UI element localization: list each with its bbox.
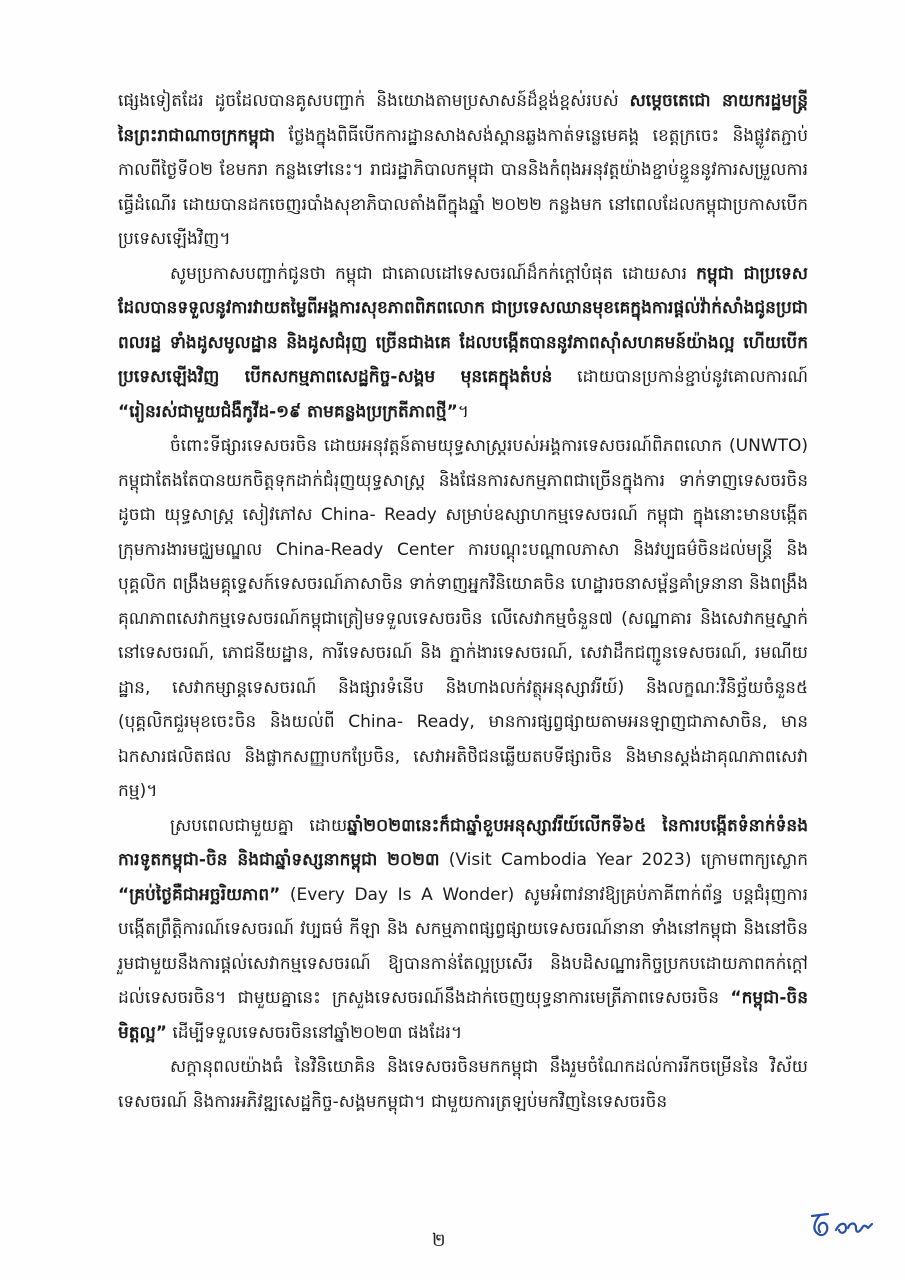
text-run: ស្របពេលជាមួយគ្នា ដោយ xyxy=(170,815,348,836)
text-run: (Visit Cambodia Year 2023) ក្រោមពាក្យស្លោក xyxy=(439,850,809,870)
bold-text-run: កម្ពុជា ជាប្រទេសដែលបានទទួលនូវការវាយតម្លៃពីអង្គការសុខភាពពិភពលោក ជាប្រទេសឈានមុខគេក្នុងការផ្តល់វ៉ាក់សាំងជូនប្រជាពលរដ្ឋ ទាំងដូសមូលដ្ឋាន និងដូសជំរុញ ច្រើនជាងគេ ដែលបង្កើតបាននូវភាពស៊ាំសហគមន៍យ៉ាងល្អ ហើយបើកប្រទេសឡើងវិញ បើកសកម្មភាពសេដ្ឋកិច្ច-សង្គម មុនគេក្នុងតំបន់ xyxy=(118,263,808,387)
bold-text-run: “រៀនរស់ជាមួយជំងឺកូវីដ-១៩ តាមគន្លងប្រក្រតីភាពថ្មី” xyxy=(118,401,458,422)
bold-text-run: ឆ្នាំ២០២៣នេះក៏ជាឆ្នាំខួបអនុស្សាវរីយ៍លើកទី៦៥ នៃការបង្កើតទំនាក់ទំនង ការទូតកម្ពុជា-ចិន និងជាឆ្នាំទស្សនាកម្ពុជា ២០២៣ xyxy=(118,815,808,870)
paragraph xyxy=(118,84,808,257)
bold-text-run: “កម្ពុជា-ចិន មិត្តល្អ” xyxy=(118,988,808,1043)
handwritten-initials xyxy=(806,1208,876,1242)
paragraph xyxy=(118,429,808,809)
text-run: ថ្លែងក្នុងពិធីបើកការដ្ឋានសាងសង់ស្ពានឆ្លងកាត់ទន្លេមេគង្គ ខេត្តក្រចេះ និងផ្លូវតភ្ជាប់ កាលពីថ្ងៃទី០២ ខែមករា កន្លងទៅនេះ។ រាជរដ្ឋាភិបាលកម្ពុជា បាននិងកំពុងអនុវត្តយ៉ាងខ្ជាប់ខ្ជួននូវការសម្រួលការ ធ្វើដំណើរ ដោយបានដកចេញរបាំងសុខាភិបាលតាំងពីក្នុងឆ្នាំ ២០២២ កន្លងមក នៅពេលដែលកម្ពុជាប្រកាសបើកប្រទេសឡើងវិញ។ xyxy=(118,125,808,249)
text-run: សក្តានុពលយ៉ាងធំ នៃវិនិយោគិន និងទេសចរចិនមកកម្ពុជា នឹងរួមចំណែកដល់ការរីកចម្រើននៃ វិស័យទេសចរណ៍ និងការអភិវឌ្ឍសេដ្ឋកិច្ច-សង្គមកម្ពុជា។ ជាមួយការត្រឡប់មកវិញនៃទេសចរចិន xyxy=(118,1057,808,1112)
text-run: ដើម្បីទទួលទេសចរចិននៅឆ្នាំ២០២៣ ផងដែរ។ xyxy=(166,1022,463,1043)
paragraph xyxy=(118,809,808,1051)
text-run: ចំពោះទីផ្សារទេសចរចិន ដោយអនុវត្តន៍តាមយុទ្ធសាស្ត្ររបស់អង្គការទេសចរណ៍ពិភពលោក (UNWTO) កម្ពុជាតែងតែបានយកចិត្តទុកដាក់ជំរុញយុទ្ធសាស្ត្រ និងផែនការសកម្មភាពជាច្រើនក្នុងការ ទាក់ទាញទេសចរចិន ដូចជា យុទ្ធសាស្ត្រ សៀវភៅស China- Ready សម្រាប់ឧស្សាហកម្មទេសចរណ៍ កម្ពុជា ក្នុងនោះមានបង្កើតក្រុមការងារមជ្ឈមណ្ឌល China-Ready Center ការបណ្តុះបណ្តាលភាសា និងវប្បធម៌ចិនដល់មន្ត្រី និងបុគ្គលិក ពង្រឹងមគ្គុទ្ទេសក៍ទេសចរណ៍ភាសាចិន ទាក់ទាញអ្នកវិនិយោគចិន ហេដ្ឋារចនាសម្ព័ន្ធគាំទ្រនានា និងពង្រឹងគុណភាពសេវាកម្មទេសចរណ៍កម្ពុជាត្រៀមទទួលទេសចរចិន លើសេវាកម្មចំនួន៧ (សណ្ឋាគារ និងសេវាកម្មស្នាក់នៅទេសចរណ៍, ភោជនីយដ្ឋាន, ការីទេសចរណ៍ និង ភ្នាក់ងារទេសចរណ៍, សេវាដឹកជញ្ជូនទេសចរណ៍, រមណីយដ្ឋាន, សេវាកម្សាន្តទេសចរណ៍ និងផ្សារទំនើប និងហាងលក់វត្ថុអនុស្សាវរីយ៍) និងលក្ខណៈវិនិច្ឆ័យចំនួន៥ (បុគ្គលិកជួរមុខចេះចិន និងយល់ពី China- Ready, មានការផ្សព្វផ្សាយតាមអនឡាញជាភាសាចិន, មានឯកសារផលិតផល និងផ្លាកសញ្ញាបកប្រែចិន, សេវាអតិថិជនឆ្លើយតបទីផ្សារចិន និងមានស្តង់ដាគុណភាពសេវាកម្ម)។ xyxy=(118,436,808,801)
text-run: ដោយបានប្រកាន់ខ្ជាប់នូវគោលការណ៍ xyxy=(552,367,809,387)
text-run: សូមប្រកាសបញ្ជាក់ជូនថា កម្ពុជា ជាគោលដៅទេសចរណ៍ដ៏កក់ក្តៅបំផុត ដោយសារ xyxy=(170,263,697,284)
text-run: ផ្សេងទៀតដែរ ដូចដែលបានគូសបញ្ជាក់ និងយោងតាមប្រសាសន៍ដ៏ខ្ពង់ខ្ពស់របស់ xyxy=(118,91,630,111)
body-text xyxy=(118,84,808,1119)
text-run: (Every Day Is A Wonder) សូមអំពាវនាវឱ្យគ្រប់ភាគីពាក់ព័ន្ធ បន្តជំរុញការបង្កើតព្រឹត្តិការណ៍ទេសចរណ៍ វប្បធម៌ កីឡា និង សកម្មភាពផ្សព្វផ្សាយទេសចរណ៍នានា ទាំងនៅកម្ពុជា និងនៅចិន រួមជាមួយនឹងការផ្តល់សេវាកម្មទេសចរណ៍ ឱ្យបានកាន់តែល្អប្រសើរ និងបដិសណ្ឋារកិច្ចប្រកបដោយភាពកក់ក្តៅដល់ទេសចរចិន។ ជាមួយគ្នានេះ ក្រសួងទេសចរណ៍នឹងដាក់ចេញយុទ្ធនាការមេត្រីភាពទេសចរចិន xyxy=(118,884,808,1008)
text-run: ។ xyxy=(457,401,470,422)
bold-text-run: “គ្រប់ថ្ងៃគឺជាអច្ឆរិយភាព” xyxy=(118,884,281,905)
page-number: ២ xyxy=(432,1230,446,1251)
paragraph xyxy=(118,257,808,430)
paragraph xyxy=(118,1050,808,1119)
bold-text-run: សម្តេចតេជោ នាយករដ្ឋមន្ត្រី នៃព្រះរាជាណាចក្រកម្ពុជា xyxy=(118,91,808,146)
